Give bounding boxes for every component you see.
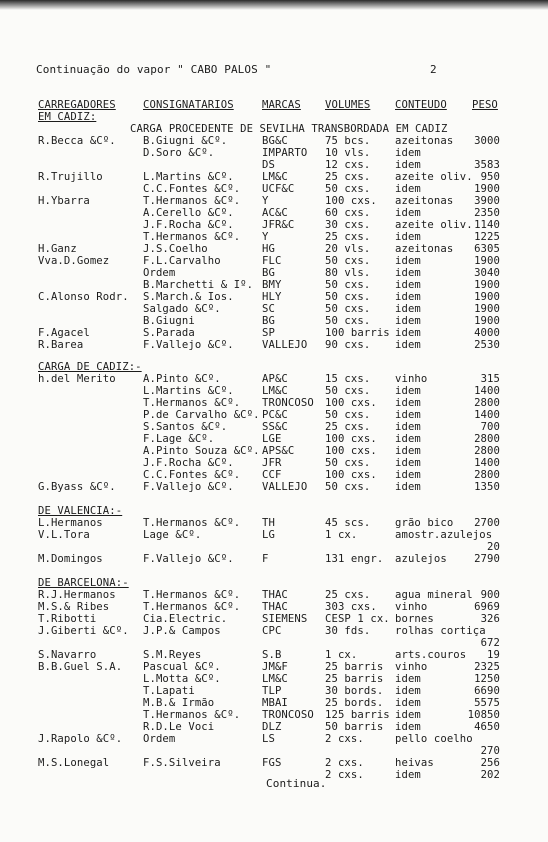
cell-shipper: J.Rapolo &Cº. [38,733,123,745]
col-header-volumes: VOLUMES [325,99,371,111]
cell-shipper: L.Hermanos [38,517,103,529]
cell-weight: 2325 [474,661,500,673]
cell-volume: 50 cxs. [325,385,371,397]
cell-consignee: R.D.Le Voci [143,721,215,733]
cell-content: idem [395,697,421,709]
cell-mark: AC&C [262,207,288,219]
cell-mark: DS [262,159,275,171]
cell-weight: 270 [480,745,500,757]
cell-weight: 672 [480,637,500,649]
cell-consignee: T.Hermanos &Cº. [143,231,241,243]
cell-mark: JM&F [262,661,288,673]
cell-consignee: S.Santos &Cº. [143,421,228,433]
cell-weight: 2800 [474,397,500,409]
cell-mark: SP [262,327,275,339]
cell-consignee: F.Lage &Cº. [143,433,215,445]
cell-volume: 10 vls. [325,147,371,159]
cell-volume: 50 barris [325,721,384,733]
cell-content: idem [395,709,421,721]
cell-mark: LM&C [262,385,288,397]
cell-content: idem [395,721,421,733]
cell-content: idem [395,385,421,397]
cell-weight: 1250 [474,673,500,685]
cell-content: idem [395,291,421,303]
cell-volume: CESP 1 cx. [325,613,390,625]
cell-volume: 12 cxs. [325,159,371,171]
cell-consignee: L.Motta &Cº. [143,673,221,685]
cell-consignee: A.Pinto Souza &Cº. [143,445,260,457]
cell-volume: 50 cxs. [325,183,371,195]
cell-volume: 50 cxs. [325,315,371,327]
cell-consignee: T.Hermanos &Cº. [143,195,241,207]
cell-weight: 1400 [474,457,500,469]
cell-volume: 90 cxs. [325,339,371,351]
cell-content: idem [395,769,421,781]
cell-mark: Y [262,231,269,243]
cell-weight: 202 [480,769,500,781]
cell-weight: 6690 [474,685,500,697]
cell-consignee: F.Vallejo &Cº. [143,481,234,493]
cell-mark: SC [262,303,275,315]
cell-volume: 30 bords. [325,685,384,697]
cell-volume: 50 cxs. [325,255,371,267]
cell-weight: 2800 [474,445,500,457]
cell-consignee: Salgado &Cº. [143,303,221,315]
cell-mark: SS&C [262,421,288,433]
cell-content: azeite oliv. [395,171,473,183]
cell-volume: 45 scs. [325,517,371,529]
cell-consignee: T.Hermanos &Cº. [143,709,241,721]
cell-weight: 1900 [474,315,500,327]
cell-volume: 2 cxs. [325,733,364,745]
cell-weight: 10850 [467,709,500,721]
cell-weight: 4650 [474,721,500,733]
cell-mark: TRONCOSO [262,397,314,409]
page-number: 2 [430,63,437,76]
cell-mark: THAC [262,589,288,601]
cell-content: idem [395,303,421,315]
scan-top-edge [0,0,548,10]
cell-consignee: T.Hermanos &Cº. [143,589,241,601]
cell-weight: 950 [480,171,500,183]
cell-consignee: S.March.& Ios. [143,291,234,303]
cell-shipper: S.Navarro [38,649,97,661]
cell-weight: 3040 [474,267,500,279]
cell-content: amostr.azulejos [395,529,493,541]
cell-consignee: Ordem [143,267,176,279]
cell-weight: 700 [480,421,500,433]
cell-mark: UCF&C [262,183,295,195]
cell-consignee: C.C.Fontes &Cº. [143,183,241,195]
cell-weight: 1900 [474,291,500,303]
cell-shipper: H.Ganz [38,243,77,255]
cell-volume: 25 cxs. [325,589,371,601]
cell-weight: 6305 [474,243,500,255]
cell-content: pello coelho [395,733,473,745]
cell-volume: 25 barris [325,661,384,673]
footer-continues: Continua. [266,777,327,790]
cell-volume: 25 cxs. [325,171,371,183]
cell-consignee: L.Martins &Cº. [143,385,234,397]
cell-volume: 60 cxs. [325,207,371,219]
cell-mark: PC&C [262,409,288,421]
cell-content: idem [395,397,421,409]
cell-weight: 2530 [474,339,500,351]
cell-weight: 2800 [474,433,500,445]
cell-volume: 1 cx. [325,649,358,661]
cell-content: idem [395,339,421,351]
cell-weight: 20 [487,541,500,553]
cell-content: idem [395,421,421,433]
cell-weight: 3000 [474,135,500,147]
cell-weight: 4000 [474,327,500,339]
cell-mark: JFR&C [262,219,295,231]
cell-mark: AP&C [262,373,288,385]
cell-consignee: T.Lapati [143,685,195,697]
cell-consignee: F.S.Silveira [143,757,221,769]
cell-consignee: D.Soro &Cº. [143,147,215,159]
cell-weight: 1140 [474,219,500,231]
cell-weight: 315 [480,373,500,385]
section-title-barcelona: DE BARCELONA:- [38,577,129,589]
cell-mark: CCF [262,469,282,481]
cell-weight: 3583 [474,159,500,171]
cell-weight: 2800 [474,469,500,481]
cell-content: idem [395,207,421,219]
cell-mark: FGS [262,757,282,769]
section-title-sevilha: CARGA PROCEDENTE DE SEVILHA TRANSBORDADA EM CADIZ [130,123,448,135]
cell-mark: VALLEJO [262,339,308,351]
cell-volume: 1 cx. [325,529,358,541]
cell-mark: SIEMENS [262,613,308,625]
cell-consignee: S.M.Reyes [143,649,202,661]
section-title-cadiz: CARGA DE CADIZ:- [38,361,142,373]
cell-mark: APS&C [262,445,295,457]
cell-mark: CPC [262,625,282,637]
cell-shipper: M.Domingos [38,553,103,565]
cell-weight: 1900 [474,255,500,267]
cell-mark: LM&C [262,673,288,685]
cell-volume: 75 bcs. [325,135,371,147]
cell-content: idem [395,231,421,243]
cell-shipper: C.Alonso Rodr. [38,291,129,303]
cell-weight: 2790 [474,553,500,565]
cell-content: grão bico [395,517,454,529]
cell-mark: LM&C [262,171,288,183]
col-header-shippers: CARREGADORES [38,99,116,111]
cell-content: idem [395,673,421,685]
cell-consignee: Cia.Electric. [143,613,228,625]
cell-mark: TLP [262,685,282,697]
cell-volume: 30 fds. [325,625,371,637]
cell-content: idem [395,279,421,291]
col-header-weight: PESO [472,99,498,111]
cell-content: idem [395,457,421,469]
cell-mark: HG [262,243,275,255]
cell-mark: S.B [262,649,282,661]
cell-volume: 50 cxs. [325,481,371,493]
cell-weight: 1900 [474,279,500,291]
cell-content: agua mineral [395,589,473,601]
cell-weight: 256 [480,757,500,769]
cell-consignee: Ordem [143,733,176,745]
cell-volume: 30 cxs. [325,219,371,231]
cell-volume: 100 cxs. [325,469,377,481]
cell-content: idem [395,685,421,697]
cell-consignee: L.Martins &Cº. [143,171,234,183]
cell-consignee: B.Giugni &Cº. [143,135,228,147]
cell-content: idem [395,147,421,159]
cell-consignee: J.P.& Campos [143,625,221,637]
cell-volume: 2 cxs. [325,757,364,769]
cell-consignee: B.Marchetti & Iº. [143,279,254,291]
cell-content: idem [395,445,421,457]
cell-weight: 19 [487,649,500,661]
cell-consignee: F.Vallejo &Cº. [143,339,234,351]
cell-consignee: T.Hermanos &Cº. [143,601,241,613]
cell-content: azeitonas [395,243,454,255]
cell-mark: F [262,553,269,565]
cell-content: vinho [395,661,428,673]
cell-content: idem [395,481,421,493]
cell-volume: 50 cxs. [325,457,371,469]
cell-weight: 1350 [474,481,500,493]
cell-mark: BG&C [262,135,288,147]
cell-content: azeite oliv. [395,219,473,231]
cell-content: idem [395,409,421,421]
cell-weight: 1900 [474,303,500,315]
cell-content: heivas [395,757,434,769]
cell-shipper: V.L.Tora [38,529,90,541]
cell-content: idem [395,315,421,327]
cell-weight: 2350 [474,207,500,219]
cell-shipper: T.Ribotti [38,613,97,625]
cell-mark: VALLEJO [262,481,308,493]
cell-shipper: M.S.Lonegal [38,757,110,769]
cell-shipper: R.Becca &Cº. [38,135,116,147]
cell-shipper: R.Trujillo [38,171,103,183]
cell-shipper: R.Barea [38,339,84,351]
cell-consignee: B.Giugni [143,315,195,327]
page-title: Continuação do vapor " CABO PALOS " [36,63,272,76]
cell-consignee: J.F.Rocha &Cº. [143,457,234,469]
cell-content: azeitonas [395,135,454,147]
cell-content: idem [395,469,421,481]
cell-volume: 100 cxs. [325,445,377,457]
cell-volume: 131 engr. [325,553,384,565]
cell-volume: 25 cxs. [325,421,371,433]
cell-volume: 100 cxs. [325,397,377,409]
cell-weight: 6969 [474,601,500,613]
cell-mark: JFR [262,457,282,469]
cell-volume: 15 cxs. [325,373,371,385]
cell-volume: 125 barris [325,709,390,721]
cell-shipper: H.Ybarra [38,195,90,207]
cell-consignee: F.L.Carvalho [143,255,221,267]
cell-volume: 80 vls. [325,267,371,279]
cell-mark: MBAI [262,697,288,709]
cell-consignee: A.Cerello &Cº. [143,207,234,219]
cell-content: idem [395,327,421,339]
cell-weight: 326 [480,613,500,625]
cell-consignee: A.Pinto &Cº. [143,373,221,385]
cell-content: bornes [395,613,434,625]
cell-weight: 1400 [474,385,500,397]
cell-weight: 2700 [474,517,500,529]
cell-shipper: R.J.Hermanos [38,589,116,601]
cell-mark: TH [262,517,275,529]
cell-volume: 100 cxs. [325,195,377,207]
cell-weight: 1400 [474,409,500,421]
cell-mark: HLY [262,291,282,303]
cell-mark: LGE [262,433,282,445]
cell-consignee: C.C.Fontes &Cº. [143,469,241,481]
cell-volume: 50 cxs. [325,291,371,303]
cell-content: idem [395,183,421,195]
cell-consignee: F.Vallejo &Cº. [143,553,234,565]
cell-shipper: F.Agacel [38,327,90,339]
cell-volume: 2 cxs. [325,769,364,781]
cell-content: arts.couros [395,649,467,661]
cell-shipper: J.Giberti &Cº. [38,625,129,637]
cell-volume: 50 cxs. [325,303,371,315]
cell-content: rolhas cortiça [395,625,486,637]
cell-consignee: P.de Carvalho &Cº. [143,409,260,421]
cell-weight: 900 [480,589,500,601]
cell-content: idem [395,159,421,171]
cell-content: azulejos [395,553,447,565]
cell-mark: THAC [262,601,288,613]
cell-weight: 1900 [474,183,500,195]
cell-volume: 25 barris [325,673,384,685]
cell-weight: 5575 [474,697,500,709]
cell-volume: 100 barris [325,327,390,339]
cell-mark: TRONCOSO [262,709,314,721]
cell-volume: 25 cxs. [325,231,371,243]
cell-volume: 303 cxs. [325,601,377,613]
cell-mark: BG [262,315,275,327]
cell-content: idem [395,267,421,279]
cell-mark: LG [262,529,275,541]
cell-content: vinho [395,601,428,613]
cell-consignee: Lage &Cº. [143,529,202,541]
col-header-consignees: CONSIGNATARIOS [143,99,234,111]
cell-shipper: h.del Merito [38,373,116,385]
cell-consignee: J.F.Rocha &Cº. [143,219,234,231]
cell-consignee: T.Hermanos &Cº. [143,517,241,529]
cell-weight: 1225 [474,231,500,243]
cell-weight: 3900 [474,195,500,207]
cell-shipper: G.Byass &Cº. [38,481,116,493]
cell-content: azeitonas [395,195,454,207]
cell-mark: BMY [262,279,282,291]
cell-volume: 50 cxs. [325,279,371,291]
cell-mark: BG [262,267,275,279]
cell-volume: 25 bords. [325,697,384,709]
col-header-contents: CONTEUDO [395,99,447,111]
cell-mark: DLZ [262,721,282,733]
cell-consignee: T.Hermanos &Cº. [143,397,241,409]
section-title-valencia: DE VALENCIA:- [38,505,123,517]
cell-volume: 50 cxs. [325,409,371,421]
cell-volume: 100 cxs. [325,433,377,445]
cell-content: idem [395,433,421,445]
col-header-marks: MARCAS [262,99,301,111]
cell-content: vinho [395,373,428,385]
cell-consignee: Pascual &Cº. [143,661,221,673]
cell-consignee: S.Parada [143,327,195,339]
cell-shipper: B.B.Guel S.A. [38,661,123,673]
cell-mark: IMPARTO [262,147,308,159]
cell-mark: FLC [262,255,282,267]
col-header-shippers-place: EM CADIZ: [38,111,97,123]
cell-shipper: Vva.D.Gomez [38,255,110,267]
cell-consignee: J.S.Coelho [143,243,208,255]
cell-content: idem [395,255,421,267]
cell-mark: LS [262,733,275,745]
cell-consignee: M.B.& Irmão [143,697,215,709]
cell-volume: 20 vls. [325,243,371,255]
cell-mark: Y [262,195,269,207]
cell-shipper: M.S.& Ribes [38,601,110,613]
